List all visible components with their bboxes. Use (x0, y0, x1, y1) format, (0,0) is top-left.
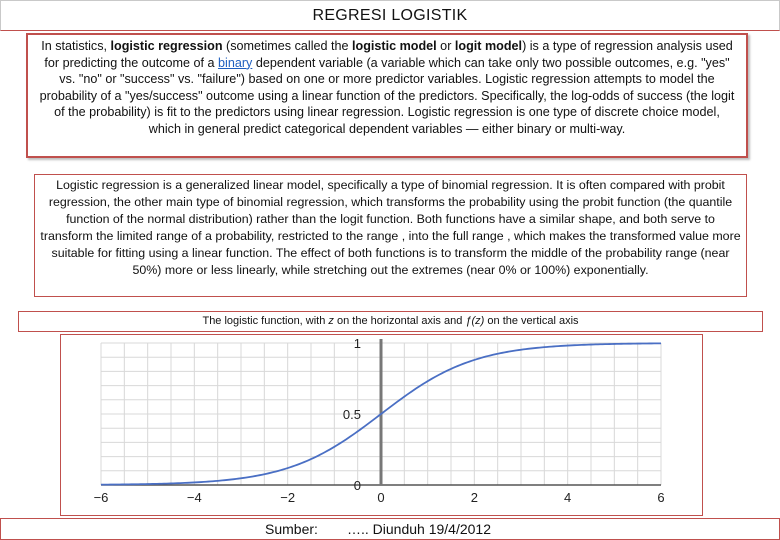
caption-z: z (328, 315, 334, 327)
x-tick-label: 2 (470, 490, 478, 505)
title-bar (0, 0, 780, 31)
text-run: In statistics, (41, 39, 111, 53)
bold-term: logistic model (352, 39, 437, 53)
page-title: REGRESI LOGISTIK (312, 7, 468, 24)
caption-text: on the horizontal axis and (333, 315, 466, 327)
text-run: (sometimes called the (222, 39, 353, 53)
y-tick-label: 0 (353, 478, 361, 493)
glm-paragraph-box (34, 174, 747, 297)
source-label: Sumber: (265, 521, 318, 537)
x-tick-label: 0 (377, 490, 385, 505)
glm-paragraph: Logistic regression is a generalized linear model, specifically a type of binomial regression. It is often compared with probit regression, the other main type of binomial regression, which transforms the probability using the probit function (the quantile function of the normal distribution) rather than the logit function. Both functions have a similar shape, and both serve to transform the limited range of a probability, restricted to the range , into the full range , which makes the transformed value more suitable for fitting using a linear function. The effect of both functions is to transform the middle of the probability range (near 50%) more or less linearly, while stretching out the extremes (near 0% or 100%) exponentially. (40, 178, 741, 277)
x-tick-label: −4 (186, 490, 202, 505)
source-text: ….. Diunduh 19/4/2012 (347, 521, 491, 537)
text-run: or (436, 39, 455, 53)
chart-caption-box (18, 311, 763, 332)
x-tick-label: 4 (564, 490, 572, 505)
chart-caption (19, 315, 762, 327)
x-tick-label: −6 (93, 490, 109, 505)
chart-box (60, 334, 703, 516)
logistic-chart (61, 335, 702, 515)
binary-link[interactable]: binary (218, 55, 253, 70)
text-run: dependent variable (a variable which can take only two possible outcomes, e.g. "yes" vs. "no" or "success" vs. "failure") based on one or more predictor variables. Logistic regression attempts to model the probability of a "yes/success" outcome using a linear function of the predictors. Specifically, the log-odds of success (the logit of the probability) is fit to the predictors using linear regression. Logistic regression is one type of discrete choice model, which in general predict categorical dependent variables — either binary or multi-way. (39, 55, 735, 136)
y-tick-label: 1 (353, 336, 361, 351)
caption-fz: ƒ(z) (465, 315, 485, 327)
bold-term: logit model (454, 39, 523, 53)
x-tick-label: 6 (657, 490, 665, 505)
caption-text: The logistic function, with (202, 315, 329, 327)
intro-paragraph-box (26, 33, 748, 158)
x-tick-label: −2 (280, 490, 296, 505)
text-run: ) is a type of regression analysis used for predicting the outcome of a (44, 39, 733, 70)
y-tick-label: 0.5 (342, 407, 361, 422)
caption-text: on the vertical axis (484, 315, 579, 327)
bold-term: logistic regression (110, 39, 223, 53)
